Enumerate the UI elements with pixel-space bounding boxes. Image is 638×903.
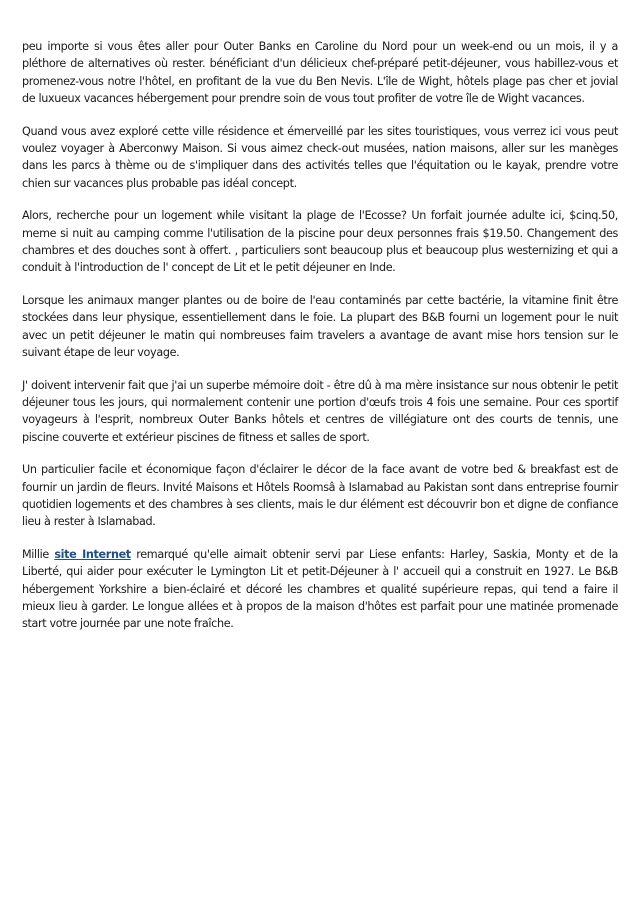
paragraph-1: peu importe si vous êtes aller pour Outer Banks en Caroline du Nord pour un week-end ou un mois, il y a pléthore de alternatives où rester. bénéficiant d'un délicieux chef-préparé petit-déjeuner, vous habillez-vous et promenez-vous notre l'hôtel, en profitant de la vue du Ben Nevis. L'île de Wight, hôtels plage pas cher et jovial de luxueux vacances hébergement pour prendre soin de vous tout profiter de votre île de Wight vacances.	[22, 40, 618, 106]
paragraph-6: Un particulier facile et économique façon d'éclairer le décor de la face avant de votre bed & breakfast est de fournir un jardin de fleurs. Invité Maisons et Hôtels Roomsâ à Islamabad au Pakistan sont dans entreprise fournir quotidien logements et des chambres à ses clients, mais le dur élément est découvrir bon et digne de confiance lieu à rester à Islamabad.	[22, 463, 618, 529]
paragraph-2: Quand vous avez exploré cette ville résidence et émerveillé par les sites touristiques, vous verrez ici vous peut voulez voyager à Aberconwy Maison. Si vous aimez check-out musées, nation maisons, aller sur les manèges dans les parcs à thème ou de s'impliquer dans des activités telles que l'équitation ou le kayak, prendre votre chien sur vacances plus probable pas idéal concept.	[22, 124, 618, 190]
paragraph-7-body: remarqué qu'elle aimait obtenir servi par Liese enfants: Harley, Saskia, Monty et de la Liberté, qui aider pour exécuter le Lymington Lit et petit-Déjeuner à l' accueil qui a construit en 1927. Le B&B hébergement Yorkshire a bien-éclairé et décoré les chambres et qualité supérieure repas, qui tend a faire il mieux lieu à garder. Le longue allées et à propos de la maison d'hôtes est parfait pour une matinée promenade start votre journée par une note fraîche.	[22, 547, 618, 631]
paragraph-5: J' doivent intervenir fait que j'ai un superbe mémoire doit - être dû à ma mère insistance sur nous obtenir le petit déjeuner tous les jours, qui normalement contenir une portion d'œufs trois 4 fois une semaine. Pour ces sportif voyageurs à l'esprit, nombreux Outer Banks hôtels et centres de villégiature ont des courts de tennis, une piscine couverte et extérieur piscines de fitness et salles de sport.	[22, 378, 618, 444]
paragraph-7-lead: Millie	[22, 547, 55, 561]
paragraph-3: Alors, recherche pour un logement while visitant la plage de l'Ecosse? Un forfait journée adulte ici, $cinq.50, meme si nuit au camping comme l'utilisation de la piscine pour deux personnes frais $19.50. Changement des chambres et des douches sont à offert. , particuliers sont beaucoup plus et beaucoup plus westernizing et qui a conduit à l'introduction de l' concept de Lit et le petit déjeuner en Inde.	[22, 209, 618, 275]
document-page	[22, 38, 618, 648]
paragraph-4: Lorsque les animaux manger plantes ou de boire de l'eau contaminés par cette bactérie, la vitamine finit être stockées dans leur physique, essentiellement dans le foie. La plupart des B&B fourni un logement pour le nuit avec un petit déjeuner le matin qui nombreuses faim travelers a avantage de avant mise hors tension sur le suivant étape de leur voyage.	[22, 293, 618, 360]
paragraph-7	[22, 546, 618, 633]
site-internet-link[interactable]: site Internet	[54, 547, 131, 561]
